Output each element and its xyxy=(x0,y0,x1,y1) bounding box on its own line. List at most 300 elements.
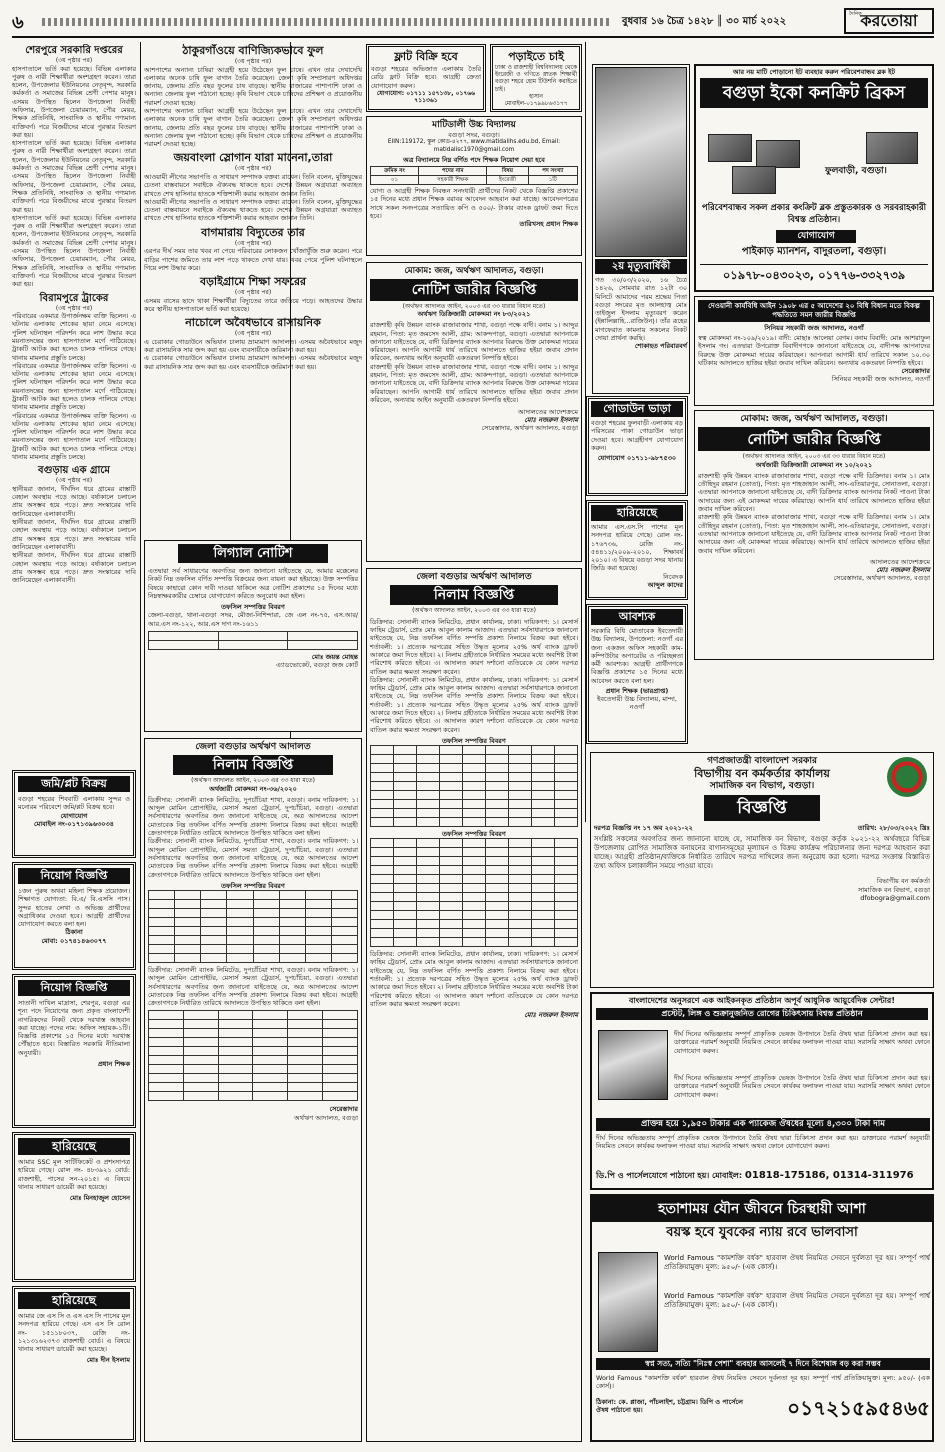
page-header xyxy=(12,8,934,38)
table-cell xyxy=(532,773,555,782)
ad-signature: প্রধান শিক্ষক xyxy=(97,1060,130,1069)
table-cell xyxy=(486,893,509,902)
table-cell xyxy=(417,893,440,902)
table-cell xyxy=(305,890,331,899)
table-cell xyxy=(532,755,555,764)
table-cell xyxy=(509,746,532,755)
table-cell xyxy=(227,926,253,935)
table-cell xyxy=(183,1038,218,1047)
table-cell xyxy=(417,800,440,809)
table-cell xyxy=(149,926,175,935)
table-cell xyxy=(440,800,463,809)
table-cell xyxy=(149,953,175,962)
table-row xyxy=(371,848,578,857)
school-recruitment xyxy=(366,116,582,256)
table-row xyxy=(149,1083,358,1092)
table-cell xyxy=(201,908,227,917)
notice-body: ডিক্রিদার: সোনালী ব্যাংক লিমিটেড, প্রধান কার্যালয়, ঢাকা। দায়িকগণ: ১। মেসার্স ফাহিম ট্রেডার্স, প্রোঃ মোঃ আবুল কালাম আজাদ। এতদ্বারা সর্বসাধারণকে জানানো যাইতেছে যে, নিম্ন তফসিল বর্ণিত সম্পত্তি প্রকাশ্য নিলামে বিক্রয় করা হইবে। শর্তাবলী: ১। প্রত্যেক দরপত্রের সহিত উদ্ধৃত মূল্যের ২৫% অর্থ ব্যাংক ড্রাফট আকারে জমা দিতে হইবে। ২। নিলাম গ্রহীতাকে নির্ধারিত সময়ের মধ্যে অবশিষ্ট টাকা পরিশোধ করিতে হইবে। ৩। আদালত কারণ দর্শানো ব্যতিরেকে যে কোন দরপত্র বাতিল করার ক্ষমতা সংরক্ষণ করেন। xyxy=(370,617,578,676)
table-cell xyxy=(555,764,578,773)
table-row xyxy=(149,917,358,926)
table-cell xyxy=(371,755,394,764)
masthead-small: দৈনিক xyxy=(849,11,862,17)
table-cell xyxy=(201,890,227,899)
table-cell xyxy=(331,908,357,917)
story-continued: (৩য় পৃষ্ঠার পর) xyxy=(55,57,93,64)
table-row xyxy=(371,920,578,929)
table-header-cell: পদের নাম xyxy=(419,166,487,175)
table-cell xyxy=(463,911,486,920)
ad-lost-notice xyxy=(12,1286,136,1442)
table-cell xyxy=(371,818,394,827)
table-cell xyxy=(371,929,394,938)
table-cell xyxy=(288,1020,323,1029)
table-cell xyxy=(486,857,509,866)
product-image xyxy=(598,1252,658,1352)
table-cell xyxy=(149,1020,184,1029)
table-cell xyxy=(288,1092,323,1101)
masthead-name: করতোয়া xyxy=(860,11,918,30)
notice-signature: আদালতের আদেশক্রমে xyxy=(518,408,578,417)
table-cell xyxy=(509,875,532,884)
story-title: বিরামপুরে ট্রাকের xyxy=(39,292,109,304)
story-body: পরিবারের একমাত্র উপার্জনক্ষম ব্যক্তি ছিলেন। এ ঘটনায় এলাকায় শোকের ছায়া নেমে এসেছে। পুলিশ ঘটনাস্থল পরিদর্শন করে লাশ উদ্ধার করে ময়নাতদন্তের জন্য হাসপাতাল মর্গে পাঠিয়েছে। ট্রাকটি আটক করা হলেও চালক পালিয়ে গেছে। থানায় মামলার প্রস্তুতি চলছে। xyxy=(12,411,136,462)
table-row xyxy=(149,953,358,962)
ad-address: পাইকাড় ম্যানশন, বাদুরতলা, বগুড়া। xyxy=(741,246,887,257)
ad-body: দীর্ঘ দিনের অভিজ্ঞতায় সম্পূর্ণ প্রাকৃতিক ভেষজ উপাদানে তৈরি ঔষধ দ্বারা চিকিৎসা প্রদান করা হয়। ডাক্তারের পরামর্শ অনুযায়ী নিয়মিত সেবনে কার্যকর ফলাফল পাওয়া যায়। সরাসরি সাক্ষাৎ অথবা ফোনে যোগাযোগ করুন। xyxy=(674,1074,930,1099)
table-cell xyxy=(463,782,486,791)
summons-notice xyxy=(694,296,934,406)
table-cell xyxy=(371,857,394,866)
table-cell xyxy=(440,920,463,929)
table-cell xyxy=(555,818,578,827)
table-cell xyxy=(486,929,509,938)
memorial-signature: শোকাহত পরিবারবর্গ xyxy=(634,342,687,351)
table-cell xyxy=(371,746,394,755)
table-cell xyxy=(227,908,253,917)
issue-date: বুধবার ১৬ চৈত্র ১৪২৮ ║ ৩০ মার্চ ২০২২ xyxy=(622,16,787,27)
table-cell xyxy=(463,818,486,827)
table-cell xyxy=(532,875,555,884)
story-continued: (৩য় পৃষ্ঠার পর) xyxy=(234,289,272,297)
schedule-table xyxy=(370,838,578,947)
notice-subtitle: (অর্থঋণ আদালত আইন, ২০০৩ এর ৩৩ ধারা মতে) xyxy=(191,777,315,785)
table-cell xyxy=(440,911,463,920)
table-cell xyxy=(394,839,417,848)
ad-contact: যোগাযোগ xyxy=(60,811,88,820)
table-cell xyxy=(323,1092,358,1101)
table-cell xyxy=(149,1065,184,1074)
table-cell xyxy=(149,1011,184,1020)
table-cell xyxy=(371,848,394,857)
table-cell xyxy=(175,953,201,962)
table-cell xyxy=(323,1020,358,1029)
table-row xyxy=(371,938,578,947)
table-cell xyxy=(201,917,227,926)
memorial-body: গত ৩০/০৩/২০২০, ১৬ চৈত্র ১৪২৬, সোমবার রাত ১২টা ৩০ মিনিটে আমাদের পরম শ্রদ্ধেয় পিতা বগুড়া সদরের মৃত আলহাজ্ব মোঃ তাইজুল ইসলাম মৃত্যুবরণ করেন (ইন্নালিল্লাহি...রাজিউন)। তাঁর রূহের মাগফেরাত কামনায় সকলের নিকট দোয়া প্রার্থনা করছি। xyxy=(595,276,687,343)
table-cell xyxy=(463,773,486,782)
table-cell xyxy=(253,1047,288,1056)
notice-body: রাজশাহী কৃষি উন্নয়ন ব্যাংক রাজাবাজার শাখা, বগুড়া পক্ষে বাদী ডিক্রিদার। বনাম ১। মোঃ তৌহিদুর রহমান (তোতা), পিতা: মৃত শাহজাহান আলী, সাং-এতিয়ারপুর, সোনাতলা, বগুড়া। এতদ্বারা আপনাকে জানানো যাইতেছে যে, বাদী ডিক্রিদার ব্যাংক আপনার নিকট পাওনা টাকা আদায়ের জন্য এই মোকদ্দমা দায়ের করিয়াছে। আপনি ধার্য তারিখে আদালতে হাজির হইয়া জবাব দাখিল করিবেন। xyxy=(698,513,930,555)
table-cell xyxy=(227,944,253,953)
table-cell xyxy=(394,800,417,809)
ad-banner: আর নয় মাটি পোড়ানো ইট ব্যবহার করুন পরিবেশবান্ধব ব্লক ইট xyxy=(732,68,896,76)
notice-signature-office: সামাজিক বন বিভাগ, বগুড়া xyxy=(857,885,930,894)
table-cell xyxy=(555,866,578,875)
table-cell xyxy=(253,926,279,935)
table-cell xyxy=(201,899,227,908)
table-cell xyxy=(288,1038,323,1047)
notice-body: রাজশাহী কৃষি উন্নয়ন ব্যাংক রাজাবাজার শাখা, বগুড়া পক্ষে বাদী। বনাম ১। আব্দুর রহমান, পিতা: মৃত জমসেদ আলী, গ্রাম: আকন্দপাড়া, বগুড়া। এতদ্বারা আপনাকে জানানো যাইতেছে যে, বাদী ডিক্রিদার ব্যাংক আপনার বিরুদ্ধে উক্ত মোকদ্দমা দায়ের করিয়াছেন। আপনি আগামী ধার্য তারিখে আদালতে হাজির হইয়া জবাব প্রদান করিবেন, অন্যথায় আইন অনুযায়ী একতরফা নিষ্পত্তি হইবে। xyxy=(370,321,578,363)
notice-ref: দরপত্র বিজ্ঞপ্তি নং ১৭ অব ২০২১-২২ xyxy=(594,824,693,833)
notice-body: ডিক্রীদার: সোনালী ব্যাংক লিমিটেড, দুপচাঁচিয়া শাখা, বগুড়া। বনাম দায়িকগণ: ১। আব্দুল মোমিন প্রোপাইটর, মেসার্স সমতা ট্রেডার্স, দুপচাঁচিয়া, বগুড়া। এতদ্বারা সর্বসাধারণের অবগতির জন্য জানানো যাইতেছে যে, অত্র আদালতের আদেশ মোতাবেক নিম্ন তফসিল বর্ণিত সম্পত্তি প্রকাশ্য নিলামে বিক্রয় করা হইবে। আগ্রহী ক্রেতাগণকে নির্ধারিত তারিখে আদালতে উপস্থিত থাকিতে বলা হইল। xyxy=(148,837,358,879)
ad-lost-notice xyxy=(586,500,688,600)
table-row xyxy=(149,1029,358,1038)
table-cell xyxy=(288,1083,323,1092)
table-cell xyxy=(555,911,578,920)
table-cell xyxy=(532,857,555,866)
table-cell xyxy=(417,839,440,848)
table-row xyxy=(371,866,578,875)
table-cell xyxy=(440,764,463,773)
brick-image xyxy=(756,140,800,168)
ad-signature: মোঃ দীন ইসলাম xyxy=(86,1356,130,1365)
table-cell xyxy=(440,848,463,857)
auction-notice xyxy=(144,738,362,1442)
notice-title: দেওয়ানী কার্যবিধি আইন ১৯০৮ এর ৫ আদেশের ২০ বিধি বিধান মতে বিকল্প পদ্ধতিতে সমন জারীর বিজ্ঞপ্তি xyxy=(698,300,930,322)
table-cell xyxy=(509,800,532,809)
schedule-title: তফসিল সম্পত্তির বিবরণ xyxy=(442,830,506,839)
notice-title: লিগ্যাল নোটিশ xyxy=(178,544,328,563)
notice-signature-name: মোঃ নজরুল ইসলাম xyxy=(524,416,578,425)
ad-body: ঢাকা ও রাজশাহী বিশ্ববিদ্যালয় থেকে ইংরেজী ও গণিতে স্নাতক শিক্ষার্থী বগুড়া শহরে হোম টিউশনি করাইতে চাই। xyxy=(495,65,577,93)
table-cell xyxy=(394,848,417,857)
notice-signature-title: অর্থঋণ আদালত, বগুড়া xyxy=(294,1113,358,1122)
table-cell: ১টি xyxy=(528,175,577,184)
ad-title: পড়াইতে চাই xyxy=(508,50,564,63)
table-cell xyxy=(486,902,509,911)
table-cell xyxy=(288,631,358,640)
table-cell xyxy=(149,1029,184,1038)
notice-signature-name: মোঃ নজরুল ইসলাম xyxy=(876,565,930,574)
table-cell xyxy=(253,953,279,962)
ad-body: সাতানী দাখিল মাদ্রাসা, শেরপুর, বগুড়া এর শূন্য পদে নিয়োগের জন্য প্রকৃত বাংলাদেশী নাগরিকদের নিকট থেকে দরখাস্ত আহবান করা যাচ্ছে। পদের নাম: অফিস সহায়ক-১টি। বিজ্ঞপ্তি প্রকাশের ১৫ দিনের মধ্যে দরখাস্ত পৌঁছাতে হবে। বিস্তারিত সরকারি নীতিমালা অনুযায়ী। xyxy=(18,999,130,1057)
table-cell xyxy=(253,1083,288,1092)
ad-godown-rent xyxy=(586,396,688,496)
notice-signature-title: বিভাগীয় বন কর্মকর্তা xyxy=(876,877,930,886)
brick-image xyxy=(708,134,752,162)
brick-image xyxy=(866,132,918,164)
table-cell xyxy=(371,809,394,818)
ad-eco-bricks xyxy=(694,64,934,292)
story-body: এ চেরাকার গোডাউনে অভিযান চালায় ভ্রাম্যমাণ আদালত। এসময় অবৈধভাবে মজুদ করা রাসায়নিক সার জব্দ করা হয় এবং ব্যবসায়ীকে জরিমানা করা হয়। xyxy=(144,354,362,371)
table-cell xyxy=(532,800,555,809)
table-cell xyxy=(532,911,555,920)
ad-phone-label: ডি.পি ও পার্সেলযোগে পাঠানো হয়। মোবাইল: xyxy=(596,1171,743,1180)
table-cell xyxy=(440,875,463,884)
ad-body: সরকারি বিধি মোতাবেক ইবতেদায়ী উচ্চ বিদ্যালয়, উপজেলা: নওগাঁ এর জন্য একজন অফিস সহকারী কাম-কম্পিউটার অপারেটর ও পরিচ্ছন্নতা কর্মী আবশ্যক। আগ্রহী প্রার্থীগণকে বিজ্ঞপ্তি প্রকাশের ১৫ দিনের মধ্যে আবেদন করতে বলা হল। xyxy=(591,627,683,685)
table-cell xyxy=(440,866,463,875)
court-name: মোকাম: জজ, অর্থঋণ আদালত, বগুড়া। xyxy=(740,414,888,424)
story-body: আওয়ামী লীগের সভাপতি ও সাধারণ সম্পাদক বক্তব্য রাখেন। তিনি বলেন, মুক্তিযুদ্ধের চেতনা বাস্তবায়নে সবাইকে ঐক্যবদ্ধ থাকতে হবে। দেশের উন্নয়ন অগ্রযাত্রা অব্যাহত রাখতে শেখ হাসিনার হাতকে শক্তিশালী করার আহবান জানান তিনি। xyxy=(144,172,362,198)
table-cell xyxy=(253,1092,288,1101)
ad-phone: মোবাইল নং-০১৭১৩৯৬৩০৩৪ xyxy=(34,819,114,828)
ad-body: দীর্ঘ দিনের অভিজ্ঞতায় সম্পূর্ণ প্রাকৃতিক ভেষজ উপাদানে তৈরি ঔষধ দ্বারা চিকিৎসা প্রদান করা হয়। ডাক্তারের পরামর্শ অনুযায়ী নিয়মিত সেবনে কার্যকর ফলাফল পাওয়া যায়। সরাসরি সাক্ষাৎ অথবা ফোনে যোগাযোগ করুন। xyxy=(596,1134,930,1151)
ad-title: ফ্লাট বিক্রি হবে xyxy=(394,50,458,63)
table-cell xyxy=(486,764,509,773)
table-cell xyxy=(175,944,201,953)
table-cell xyxy=(509,893,532,902)
story-continued: (৩য় পৃষ্ঠার পর) xyxy=(234,165,272,173)
table-cell xyxy=(218,1065,253,1074)
table-cell xyxy=(323,1056,358,1065)
table-cell xyxy=(440,893,463,902)
table-cell xyxy=(253,1011,288,1020)
table-cell xyxy=(417,764,440,773)
table-cell xyxy=(279,890,305,899)
memorial-photo xyxy=(595,67,687,257)
ad-phone-row xyxy=(596,1170,930,1183)
notice-signature: আদালতের আদেশক্রমে xyxy=(870,557,930,566)
column-rule xyxy=(140,42,141,1442)
table-cell xyxy=(555,884,578,893)
table-cell xyxy=(486,884,509,893)
table-cell xyxy=(149,944,175,953)
table-cell xyxy=(440,929,463,938)
table-cell xyxy=(201,935,227,944)
notice-signature-title: সেরেস্তাদার, অর্থঋণ আদালত, বগুড়া xyxy=(481,424,578,433)
table-cell xyxy=(486,782,509,791)
table-cell xyxy=(532,938,555,947)
court-notice xyxy=(366,262,582,562)
table-cell xyxy=(253,890,279,899)
court-name: মোকাম: জজ, অর্থঋণ আদালত, বগুড়া। xyxy=(404,266,544,276)
table-cell xyxy=(417,929,440,938)
ad-title: আবশ্যক xyxy=(591,609,683,625)
notice-title: নোটিশ জারীর বিজ্ঞপ্তি xyxy=(370,279,578,301)
notice-body: ডিক্রীদার: সোনালী ব্যাংক লিমিটেড, দুপচাঁচিয়া শাখা, বগুড়া। বনাম দায়িকগণ: ১। আব্দুল মোমিন প্রোপাইটর, মেসার্স সমতা ট্রেডার্স, দুপচাঁচিয়া, বগুড়া। এতদ্বারা সর্বসাধারণের অবগতির জন্য জানানো যাইতেছে যে, অত্র আদালতের আদেশ মোতাবেক নিম্ন তফসিল বর্ণিত সম্পত্তি প্রকাশ্য নিলামে বিক্রয় করা হইবে। আগ্রহী ক্রেতাগণকে নির্ধারিত তারিখে আদালতে উপস্থিত থাকিতে বলা হইল। xyxy=(148,965,358,1008)
memorial-title: ২য় মৃত্যুবার্ষিকী xyxy=(595,259,687,274)
ad-title: হতাশাময় যৌন জীবনে চিরস্থায়ী আশা xyxy=(592,1196,932,1222)
notice-signature-name: মোঃ নজরুল ইসলাম xyxy=(524,1011,578,1020)
notice-subtitle: (অর্থঋণ আদালত আইন, ২০০৩ এর ৩৩ ধারার বিধান মতে) xyxy=(402,302,546,310)
ad-body: World Famous "কামশক্তি বর্ধক" হারবাল ঔষধ নিয়মিত সেবনে দুর্বলতা দূর হয়। সম্পূর্ণ পার্শ্ব প্রতিক্রিয়ামুক্ত। মূল্য: ৯৫০/- (এক কোর্স)। xyxy=(596,1374,930,1391)
table-cell xyxy=(463,809,486,818)
table-row xyxy=(149,899,358,908)
table-cell xyxy=(555,875,578,884)
table-cell xyxy=(532,782,555,791)
table-cell xyxy=(371,893,394,902)
table-cell xyxy=(183,1092,218,1101)
table-cell xyxy=(371,773,394,782)
table-cell xyxy=(417,746,440,755)
table-cell xyxy=(555,746,578,755)
table-cell xyxy=(279,944,305,953)
table-row xyxy=(149,926,358,935)
table-cell xyxy=(371,938,394,947)
table-cell xyxy=(555,782,578,791)
table-cell xyxy=(417,848,440,857)
table-cell xyxy=(279,899,305,908)
school-name: মাটিডালী উচ্চ বিদ্যালয় xyxy=(432,120,516,130)
header-rule xyxy=(42,18,612,26)
table-cell xyxy=(305,926,331,935)
table-cell xyxy=(555,857,578,866)
ad-body: পরিবেশবান্ধব সকল প্রকার কংক্রিট ব্লক প্রস্তুতকারক ও সরবরাহকারী বিশ্বস্ত প্রতিষ্ঠান। xyxy=(701,203,927,225)
story-title: বড়াইগ্রামে শিক্ষা সফরের xyxy=(199,275,307,289)
table-cell xyxy=(149,1092,184,1101)
table-cell xyxy=(509,929,532,938)
table-cell xyxy=(201,944,227,953)
table-row xyxy=(371,875,578,884)
table-cell xyxy=(555,773,578,782)
table-row xyxy=(371,818,578,827)
notice-signature xyxy=(594,877,930,901)
ad-subtitle: বয়স্ক হবে যুবকের ন্যায় রবে ভালবাসা xyxy=(666,1225,858,1240)
table-cell xyxy=(463,884,486,893)
table-row xyxy=(149,935,358,944)
table-cell xyxy=(509,809,532,818)
ad-signature: মোঃ মিনহাজুল হোসেন xyxy=(69,1194,130,1203)
table-cell xyxy=(486,866,509,875)
table-cell xyxy=(417,902,440,911)
table-cell xyxy=(394,920,417,929)
table-cell xyxy=(509,764,532,773)
schedule-title: তফসিল সম্পত্তির বিবরণ xyxy=(442,736,506,745)
court-name: জেলা বগুড়ার অর্থঋণ আদালত xyxy=(195,742,311,752)
table-cell xyxy=(417,938,440,947)
story-body: এরপর দীর্ঘ সময় তার খবর না পেয়ে পরিবারের লোকজন খোঁজাখুঁজি শুরু করেন। পরে বাড়ির পাশের জমিতে তার লাশ পড়ে থাকতে দেখা যায়। খবর পেয়ে পুলিশ ঘটনাস্থলে গিয়ে লাশ উদ্ধার করে। xyxy=(144,247,362,272)
schedule-title: তফসিল সম্পত্তির বিবরণ xyxy=(221,881,285,890)
notice-subtitle: (অর্থঋণ আদালত আইন, ২০০৩ এর ৩৩ ধারা মতে) xyxy=(412,607,536,615)
table-cell xyxy=(305,935,331,944)
story-body: হাসপাতালে ভর্তি করা হয়েছে। বিভিন্ন এলাকার পুরুষ ও নারী শিক্ষার্থীরা অংশগ্রহণ করেন। তারা হলেন, উপজেলার ইউনিয়নের নেতৃবৃন্দ, সরকারি কর্মকর্তা ও সমাজের বিভিন্ন শ্রেণী পেশার মানুষ। এসময় উপস্থিত ছিলেন উপজেলা নির্বাহী অফিসার, উপজেলা চেয়ারম্যান, পৌর মেয়র, শিক্ষক প্রতিনিধি, সাংবাদিক ও স্থানীয় গণ্যমান্য ব্যক্তিবর্গ। পরে বিজয়ীদের মাঝে পুরস্কার বিতরণ করা হয়। xyxy=(12,64,136,139)
table-cell xyxy=(532,791,555,800)
table-cell xyxy=(440,755,463,764)
table-row xyxy=(371,893,578,902)
table-cell xyxy=(440,884,463,893)
table-cell xyxy=(463,866,486,875)
ad-signature: প্রধান শিক্ষক (ভারপ্রাপ্ত) xyxy=(605,687,669,696)
table-cell xyxy=(486,920,509,929)
table-cell xyxy=(183,1029,218,1038)
table-cell xyxy=(218,631,288,640)
table-cell xyxy=(218,1083,253,1092)
table-cell xyxy=(323,1065,358,1074)
column-2-news xyxy=(144,44,362,534)
story-continued: (৩য় পৃষ্ঠার পর) xyxy=(55,304,93,312)
table-cell xyxy=(183,1056,218,1065)
table-cell xyxy=(279,953,305,962)
ad-land-sale xyxy=(12,770,136,858)
table-cell xyxy=(218,1056,253,1065)
table-cell xyxy=(288,1056,323,1065)
table-cell xyxy=(371,764,394,773)
table-cell xyxy=(509,839,532,848)
table-row xyxy=(149,890,358,899)
table-cell xyxy=(331,890,357,899)
table-cell xyxy=(175,890,201,899)
ad-phone: মোবা: ০১৭৪১৪৬৩০৭৭ xyxy=(41,936,107,945)
ad-title: হারিয়েছে xyxy=(18,1138,130,1155)
court-name: সিনিয়র সহকারী জজ আদালত, নওগাঁ xyxy=(764,324,864,332)
notice-signature-title: সেরেস্তাদার, অর্থঋণ আদালত, বগুড়া xyxy=(833,574,930,583)
table-header-row xyxy=(371,166,578,175)
case-number: অর্থঋণ ডিক্রিজারী মোকদ্দমা নং ৮৩/২০২১ xyxy=(417,310,531,319)
table-cell xyxy=(555,839,578,848)
schedule-row: জেলা-বগুড়া, থানা-বগুড়া সদর, মৌজা-নিশিন্দারা, জে এল নং-৭৫, এস.আর/আর.এস নং-১২২, আর.এস দাগ নং-১৬১১ xyxy=(148,611,358,628)
table-cell xyxy=(463,857,486,866)
table-cell xyxy=(394,929,417,938)
table-cell xyxy=(149,1047,184,1056)
table-cell: ০১ xyxy=(371,175,419,184)
schedule-title: তফসিল সম্পত্তির বিবরণ xyxy=(221,603,285,612)
table-cell xyxy=(555,800,578,809)
table-cell xyxy=(175,908,201,917)
table-cell xyxy=(394,938,417,947)
story-body: এসময় বাসের ছাদে থাকা শিক্ষার্থীরা বিদ্যুতের তারে জড়িয়ে পড়ে। আহতদের উদ্ধার করে স্থানীয় হাসপাতালে ভর্তি করা হয়েছে। xyxy=(144,296,362,313)
notice-body: এতদ্বারা সর্ব সাধারণের অবগতির জন্য জানানো যাইতেছে যে, আমার মক্কেলের নিকট নিম্ন তফসিল বর্ণিত সম্পত্তি বিক্রয়ের জন্য বায়না করা হইয়াছে। উক্ত সম্পত্তির বিষয়ে কাহারো কোন দাবী দাওয়া থাকিলে অত্র নোটিশ প্রকাশের ১৫ দিনের মধ্যে নিম্নস্বাক্ষরকারীর চেম্বারে যোগাযোগ করিতে অনুরোধ করা হইল। xyxy=(148,567,358,600)
table-cell xyxy=(288,1011,323,1020)
table-row xyxy=(371,773,578,782)
table-cell xyxy=(253,908,279,917)
table-row xyxy=(371,929,578,938)
table-cell xyxy=(440,839,463,848)
table-row xyxy=(371,175,578,184)
ad-subtitle: প্রস্টেট, লিঙ্গ ও শুক্রানুজনিত রোগের চিকিৎসায় বিশ্বস্ত প্রতিষ্ঠান xyxy=(596,1008,928,1020)
table-cell xyxy=(394,902,417,911)
notice-signature: মোঃ জয়ন্ত মোহন্ত xyxy=(311,652,358,661)
court-notice xyxy=(694,410,934,660)
ad-body: ১জন পুরুষ অথবা মহিলা শিক্ষক প্রয়োজন। শিক্ষাগত যোগ্যতা: বি.এ/ বি.এসসি পাস। সুন্দর হাতের লেখা ও অভিজ্ঞ প্রার্থীদের অগ্রাধিকার দেওয়া হবে। আগ্রহী প্রার্থীদের যোগাযোগ করতে বলা হল। xyxy=(18,887,130,929)
table-cell xyxy=(371,839,394,848)
table-cell xyxy=(201,926,227,935)
table-cell xyxy=(532,866,555,875)
table-cell xyxy=(323,1074,358,1083)
story-body: আশপাশের অন্যান্য চাষিরা আগ্রহী হয়ে উঠেছেন ফুল চাষে। এখন তার দেখাদেখি এলাকার অনেক চাষি ফুল বাগান তৈরি করেছেন। জেলা কৃষি সম্প্রসারণ অধিদপ্তর জানায়, জেলায় প্রতি বছর ফুলের চাষ বাড়ছে। স্থানীয় বাজারের পাশাপাশি ঢাকা ও অন্যান্য জেলায় ফুল পাঠানো হচ্ছে। কৃষি বিভাগ থেকে চাষিদের প্রশিক্ষণ ও প্রয়োজনীয় পরামর্শ দেওয়া হচ্ছে। xyxy=(144,65,362,107)
notice-title: বিজ্ঞপ্তি xyxy=(704,795,820,821)
table-cell xyxy=(509,818,532,827)
table-cell xyxy=(149,1074,184,1083)
ad-price: প্রাক্তন্ন হয়ে ১,৯৫০ টাকার এক প্যাকেজ ঔষধের মূল্যে ৪,৩০০ টাকা দাম xyxy=(596,1118,930,1131)
ad-address: ঠিকানা: কে. প্লাজা, পাঁচলাইশ, চট্টগ্রাম। ডিপি ও পার্সেলে ঔষধ পাঠানো হয়। xyxy=(596,1398,743,1415)
table-cell xyxy=(149,1056,184,1065)
ad-tutor xyxy=(490,44,582,112)
notice-body: রাজশাহী কৃষি উন্নয়ন ব্যাংক রাজাবাজার শাখা, বগুড়া পক্ষে বাদী। বনাম ১। আব্দুর রহমান, পিতা: মৃত জমসেদ আলী, গ্রাম: আকন্দপাড়া, বগুড়া। এতদ্বারা আপনাকে জানানো যাইতেছে যে, বাদী ডিক্রিদার ব্যাংক আপনার বিরুদ্ধে উক্ত মোকদ্দমা দায়ের করিয়াছেন। আপনি আগামী ধার্য তারিখে আদালতে হাজির হইয়া জবাব প্রদান করিবেন, অন্যথায় আইন অনুযায়ী একতরফা নিষ্পত্তি হইবে। xyxy=(370,362,578,404)
notice-signature-title: এ্যাডভোকেট, বগুড়া জজ কোর্ট xyxy=(276,661,358,670)
table-cell xyxy=(183,1065,218,1074)
ad-phone: ০১৭২১৫৯৫৪৬৫ xyxy=(787,1396,930,1420)
table-cell xyxy=(331,926,357,935)
table-cell xyxy=(149,890,175,899)
office-name: বিভাগীয় বন কর্মকর্তার কার্যালয় xyxy=(694,767,830,781)
table-cell xyxy=(509,866,532,875)
table-row xyxy=(149,1047,358,1056)
table-cell xyxy=(371,866,394,875)
table-cell xyxy=(253,1056,288,1065)
table-cell xyxy=(555,809,578,818)
table-cell xyxy=(279,908,305,917)
ad-phone: মোবাইল-০১৭৯৯৮৬৩১৭৭ xyxy=(504,101,568,108)
ad-place: ফুলবাড়ী, বগুড়া। xyxy=(825,166,887,176)
notice-heading: অত্র বিদ্যালয়ে নিম্ন বর্ণিত পদে শিক্ষক নিয়োগ দেয়া হবে xyxy=(403,155,545,164)
table-cell xyxy=(331,953,357,962)
court-name: জেলা বগুড়ার অর্থঋণ আদালত xyxy=(416,572,532,582)
ad-phone: 01818-175186, 01314-311976 xyxy=(744,1170,914,1181)
table-cell xyxy=(532,920,555,929)
masthead-logo xyxy=(844,8,934,34)
ad-signature-name: ইবতেদায়ী উচ্চ বিদ্যালয়, মান্দা, নওগাঁ xyxy=(596,695,677,712)
story-body: হাসপাতালে ভর্তি করা হয়েছে। বিভিন্ন এলাকার পুরুষ ও নারী শিক্ষার্থীরা অংশগ্রহণ করেন। তারা হলেন, উপজেলার ইউনিয়নের নেতৃবৃন্দ, সরকারি কর্মকর্তা ও সমাজের বিভিন্ন শ্রেণী পেশার মানুষ। এসময় উপস্থিত ছিলেন উপজেলা নির্বাহী অফিসার, উপজেলা চেয়ারম্যান, পৌর মেয়র, শিক্ষক প্রতিনিধি, সাংবাদিক ও স্থানীয় গণ্যমান্য ব্যক্তিবর্গ। পরে বিজয়ীদের মাঝে পুরস্কার বিতরণ করা হয়। xyxy=(12,213,136,289)
